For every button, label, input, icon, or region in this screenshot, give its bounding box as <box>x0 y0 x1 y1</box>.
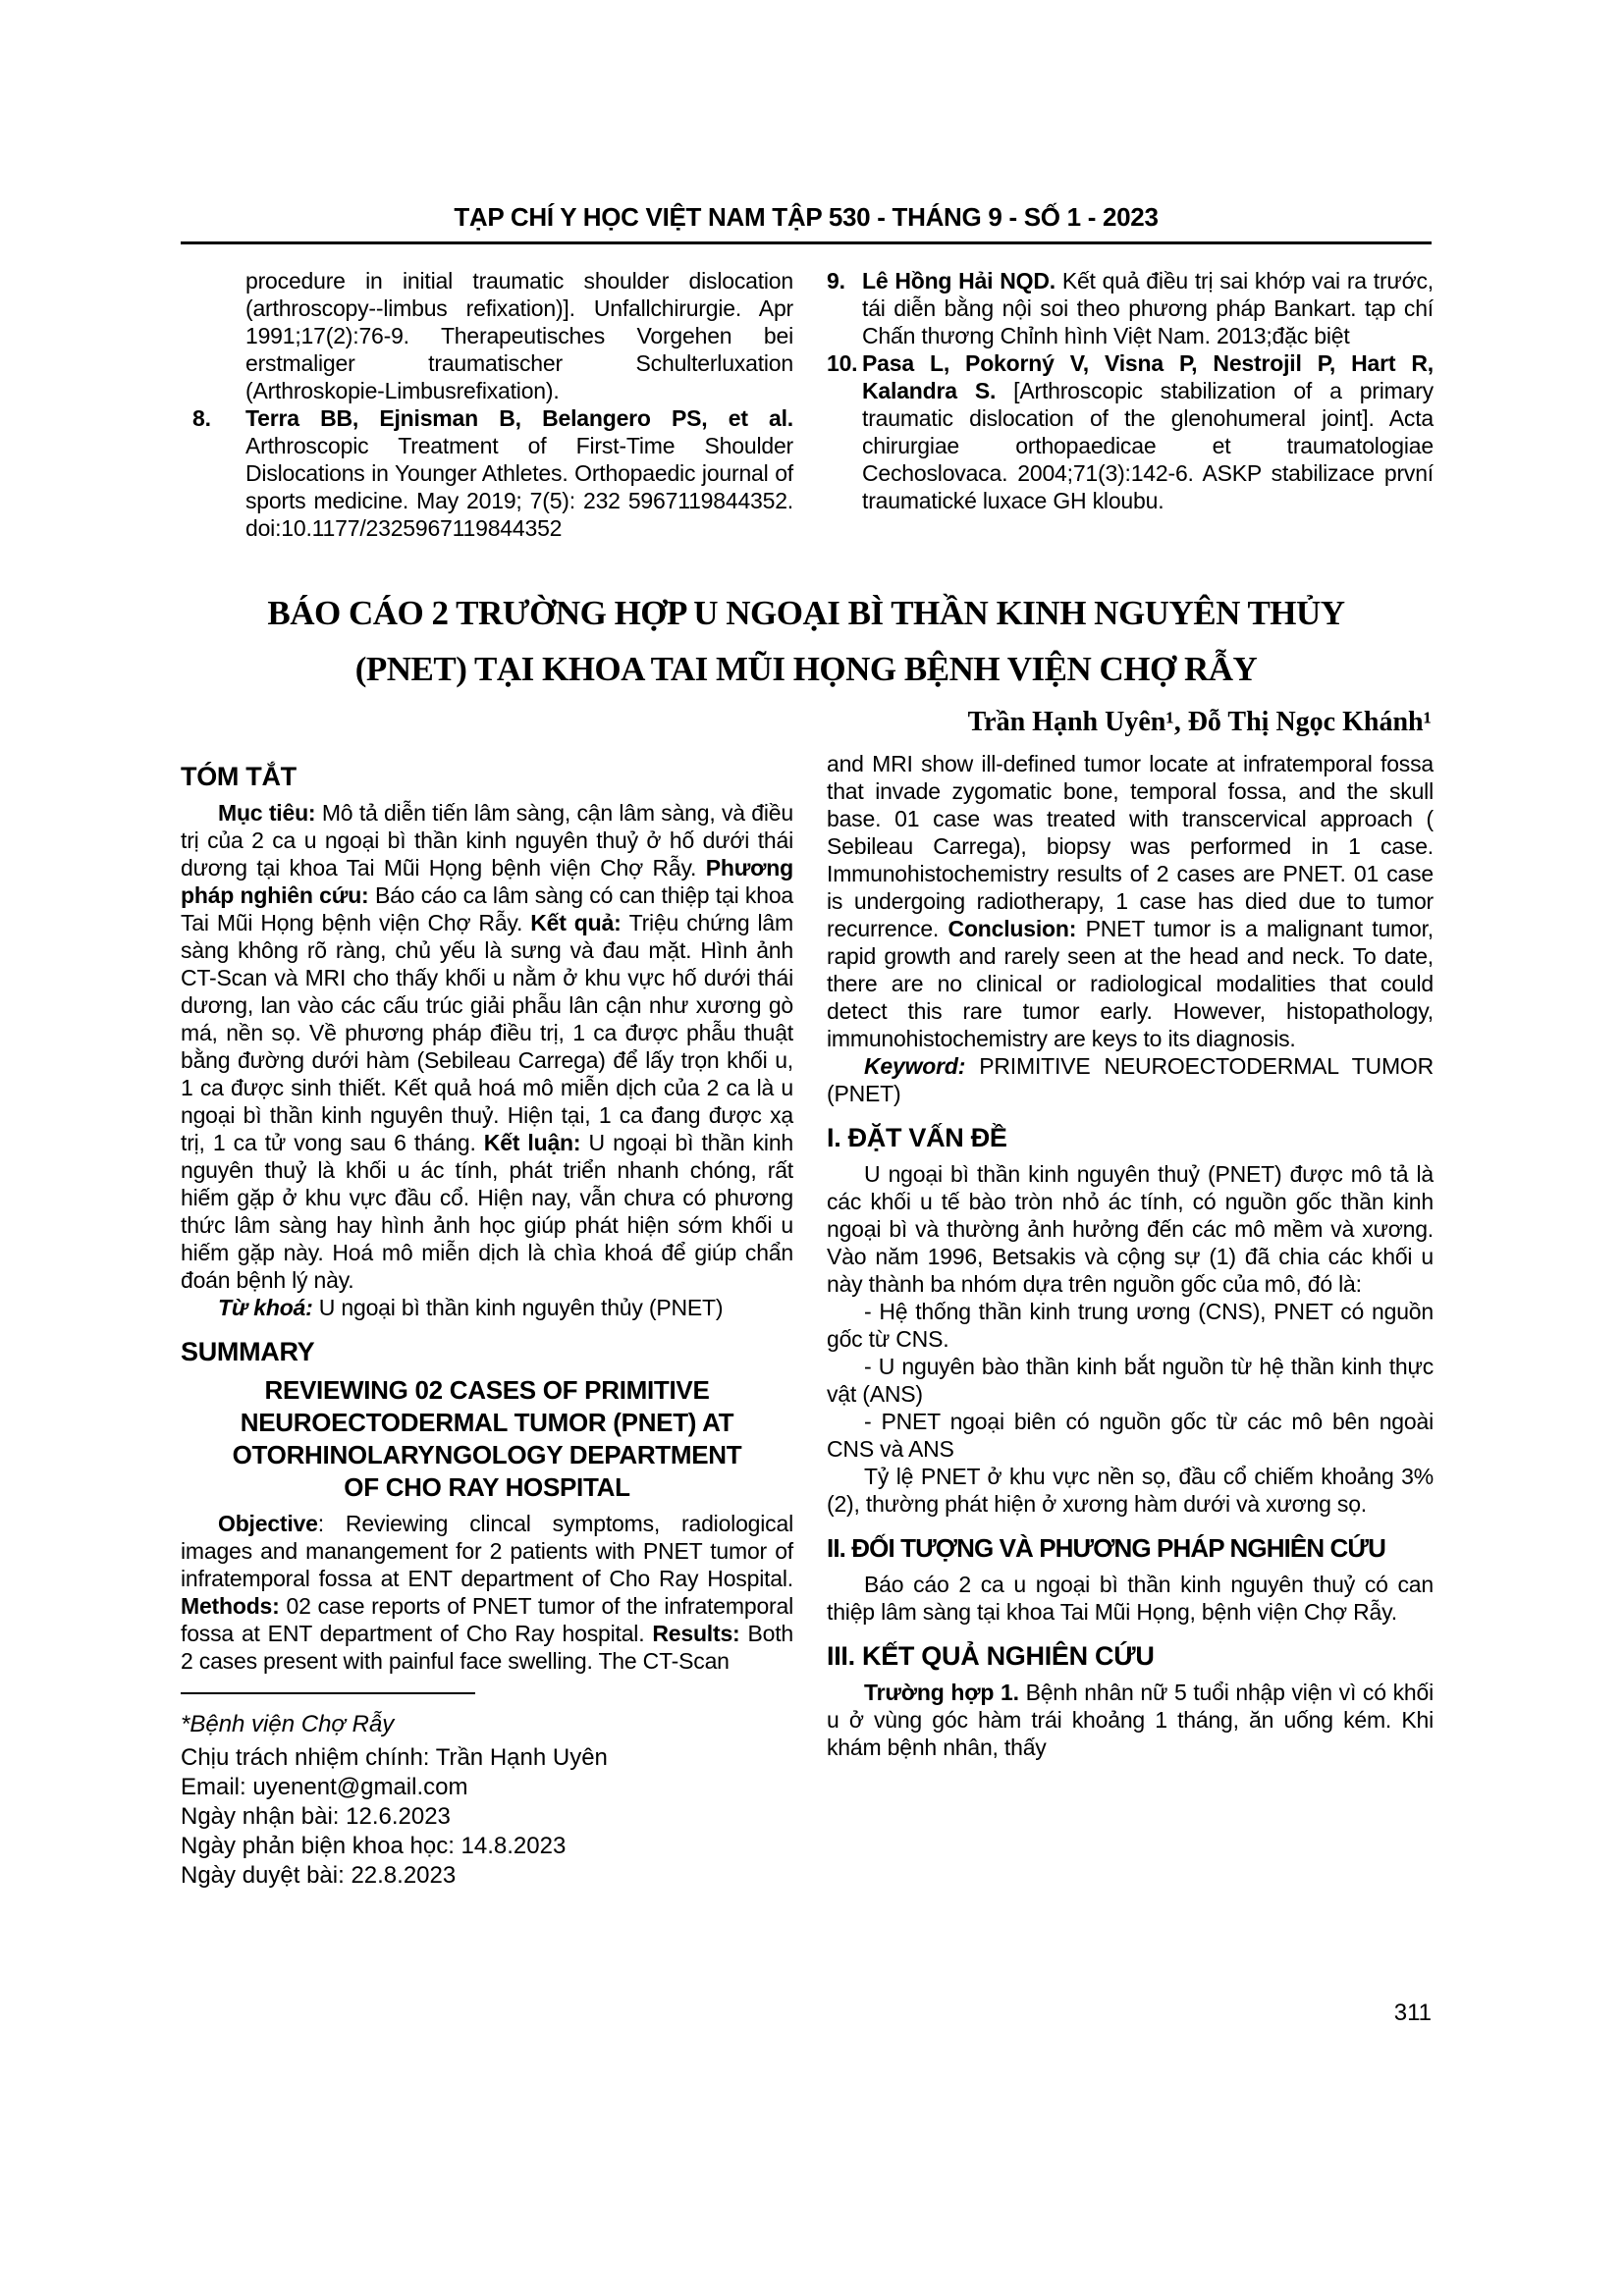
reference-number: 8. <box>192 405 211 431</box>
body-column-right <box>827 750 1434 1761</box>
footnote-rule <box>181 1692 475 1694</box>
reference-authors: Terra BB, Ejnisman B, Belangero PS, et al. <box>245 405 793 431</box>
summary-subtitle-line: OF CHO RAY HOSPITAL <box>344 1472 630 1502</box>
keyword-english: Keyword: PRIMITIVE NEUROECTODERMAL TUMOR (PNET) <box>827 1053 1434 1106</box>
article-title-line1: BÁO CÁO 2 TRƯỜNG HỢP U NGOẠI BÌ THẦN KINH NGUYÊN THỦY <box>267 594 1345 632</box>
abstract-english: Objective: Reviewing clincal symptoms, radiological images and manangement for 2 patients with PNET tumor of infratemporal fossa at ENT department of Cho Ray Hospital. Methods: 02 case reports of PNET tumor of the infratemporal fossa at ENT department of Cho Ray hospital. Results: Both 2 cases present with painful face swelling. The CT-Scan <box>181 1511 793 1674</box>
references-column-right <box>827 267 1434 514</box>
abstract-vietnamese: Mục tiêu: Mô tả diễn tiến lâm sàng, cận lâm sàng, và điều trị của 2 ca u ngoại bì thần kinh nguyên thuỷ ở hố dưới thái dương tại khoa Tai Mũi Họng bệnh viện Chợ Rẫy. Phương pháp nghiên cứu: Báo cáo ca lâm sàng có can thiệp tại khoa Tai Mũi Họng bệnh viện Chợ Rẫy. Kết quả: Triệu chứng lâm sàng không rõ ràng, chủ yếu là sưng và đau mặt. Hình ảnh CT-Scan và MRI cho thấy khối u nằm ở khu vực hố dưới thái dương, lan vào các cấu trúc giải phẫu lân cận như xương gò má, nền sọ. Về phương pháp điều trị, 1 ca được phẫu thuật bằng đường dưới hàm (Sebileau Carrega) để lấy trọn khối u, 1 ca được sinh thiết. Kết quả hoá mô miễn dịch của 2 ca là u ngoại bì thần kinh nguyên thuỷ. Hiện tại, 1 ca đang được xạ trị, 1 ca tử vong sau 6 tháng. Kết luận: U ngoại bì thần kinh nguyên thuỷ là khối u ác tính, phát triển nhanh chóng, rất hiếm gặp ở khu vực đầu cổ. Hiện nay, vẫn chưa có phương thức lâm sàng hay hình ảnh học giúp phát hiện sớm khối u hiếm gặp này. Hoá mô miễn dịch là chìa khoá để giúp chẩn đoán bệnh lý này. <box>181 800 793 1293</box>
footnote-affiliation: *Bệnh viện Chợ Rẫy <box>181 1711 395 1737</box>
footnote-line-reviewed: Ngày phản biện khoa học: 14.8.2023 <box>181 1833 567 1859</box>
reference-item <box>192 267 793 404</box>
reference-text: [Arthroscopic stabilization of a primary traumatic dislocation of the glenohumeral joint]. Acta chirurgiae orthopaedicae et traumatologiae Cechoslovaca. 2004;71(3):142-6. ASKP stabilizace první traumatické luxace GH kloubu. <box>862 378 1434 513</box>
rate-paragraph: Tỷ lệ PNET ở khu vực nền sọ, đầu cổ chiếm khoảng 3% (2), thường phát hiện ở xương hàm dưới và xương sọ. <box>827 1464 1434 1517</box>
reference-item <box>192 404 793 542</box>
body-column-left <box>181 754 793 1891</box>
heading-ket-qua: III. KẾT QUẢ NGHIÊN CỨU <box>827 1641 1155 1671</box>
reference-authors: Pasa L, Pokorný V, Visna P, Nestrojil P, Hart R, Kalandra S. <box>862 350 1434 403</box>
case1-paragraph: Trường hợp 1. Bệnh nhân nữ 5 tuổi nhập viện vì có khối u ở vùng góc hàm trái khoảng 1 tháng, ăn uống kém. Khi khám bệnh nhân, thấy <box>827 1680 1434 1760</box>
list-item-ans: - U nguyên bào thần kinh bắt nguồn từ hệ thần kinh thực vật (ANS) <box>827 1354 1434 1407</box>
journal-header: TẠP CHÍ Y HỌC VIỆT NAM TẬP 530 - THÁNG 9 - SỐ 1 - 2023 <box>454 202 1159 232</box>
footnote-line-responsible: Chịu trách nhiệm chính: Trần Hạnh Uyên <box>181 1744 608 1771</box>
summary-subtitle-line: NEUROECTODERMAL TUMOR (PNET) AT <box>240 1408 734 1437</box>
header-rule <box>181 241 1432 244</box>
references-column-left <box>192 267 793 542</box>
reference-number: 10. <box>827 350 858 376</box>
reference-text: Arthroscopic Treatment of First-Time Shoulder Dislocations in Younger Athletes. Orthopaedic journal of sports medicine. May 2019; 7(5): 232 5967119844352. doi:10.1177/2325967119844352 <box>245 433 793 541</box>
abstract-english-continuation: and MRI show ill-defined tumor locate at infratemporal fossa that invade zygomatic bone, temporal fossa, and the skull base. 01 case was treated with transcervical approach ( Sebileau Carrega), biopsy was performed in 1 case. Immunohistochemistry results of 2 cases are PNET. 01 case is undergoing radiotherapy, 1 case has died due to tumor recurrence. Conclusion: PNET tumor is a malignant tumor, rapid growth and rarely seen at the head and neck. To date, there are no clinical or radiological modalities that could detect this rare tumor early. However, histopathology, immunohistochemistry are keys to its diagnosis. <box>827 751 1434 1051</box>
reference-text: procedure in initial traumatic shoulder dislocation (arthroscopy--limbus refixation)]. Unfallchirurgie. Apr 1991;17(2):76-9. Therapeutisches Vorgehen bei erstmaliger traumatischer Schulterluxation (Arthroskopie-Limbusrefixation). <box>245 268 793 403</box>
footnote-block <box>181 1692 793 1891</box>
heading-doi-tuong-phuong-phap: II. ĐỐI TƯỢNG VÀ PHƯƠNG PHÁP NGHIÊN CỨU <box>827 1533 1385 1563</box>
footnote-line-accepted: Ngày duyệt bài: 22.8.2023 <box>181 1862 457 1889</box>
article-authors: Trần Hạnh Uyên¹, Đỗ Thị Ngọc Khánh¹ <box>967 707 1432 737</box>
methods-paragraph: Báo cáo 2 ca u ngoại bì thần kinh nguyên thuỷ có can thiệp lâm sàng tại khoa Tai Mũi Họng, bệnh viện Chợ Rẫy. <box>827 1572 1434 1625</box>
page-number: 311 <box>1393 2000 1432 2026</box>
summary-subtitle <box>181 1374 793 1504</box>
list-item-cns: - Hệ thống thần kinh trung ương (CNS), PNET có nguồn gốc từ CNS. <box>827 1299 1434 1352</box>
article-title-line2: (PNET) TẠI KHOA TAI MŨI HỌNG BỆNH VIỆN CHỢ RẪY <box>354 650 1258 688</box>
list-item-peripheral: - PNET ngoại biên có nguồn gốc từ các mô bên ngoài CNS và ANS <box>827 1409 1434 1462</box>
reference-authors: Lê Hồng Hải NQD. <box>862 268 1056 294</box>
heading-dat-van-de: I. ĐẶT VẤN ĐỀ <box>827 1123 1007 1152</box>
reference-item <box>827 349 1434 514</box>
reference-text: Kết quả điều trị sai khớp vai ra trước, tái diễn bằng nội soi theo phương pháp Bankart. tạp chí Chấn thương Chỉnh hình Việt Nam. 2013;đặc biệt <box>862 268 1434 348</box>
reference-item <box>827 267 1434 349</box>
summary-subtitle-line: OTORHINOLARYNGOLOGY DEPARTMENT <box>232 1440 742 1469</box>
summary-subtitle-line: REVIEWING 02 CASES OF PRIMITIVE <box>264 1375 710 1405</box>
intro-paragraph: U ngoại bì thần kinh nguyên thuỷ (PNET) được mô tả là các khối u tế bào tròn nhỏ ác tính, có nguồn gốc thần kinh ngoại bì và thường ảnh hưởng đến các mô mềm và xương. Vào năm 1996, Betsakis và cộng sự (1) đã chia các khối u này thành ba nhóm dựa trên nguồn gốc của mô, đó là: <box>827 1161 1434 1297</box>
article-title <box>181 585 1432 697</box>
heading-tom-tat: TÓM TẮT <box>181 762 297 791</box>
keywords-vietnamese: Từ khoá: U ngoại bì thần kinh nguyên thủy (PNET) <box>218 1295 724 1320</box>
footnote-line-received: Ngày nhận bài: 12.6.2023 <box>181 1803 451 1830</box>
heading-summary: SUMMARY <box>181 1337 315 1366</box>
reference-number: 9. <box>827 268 845 294</box>
footnote-line-email: Email: uyenent@gmail.com <box>181 1774 468 1800</box>
